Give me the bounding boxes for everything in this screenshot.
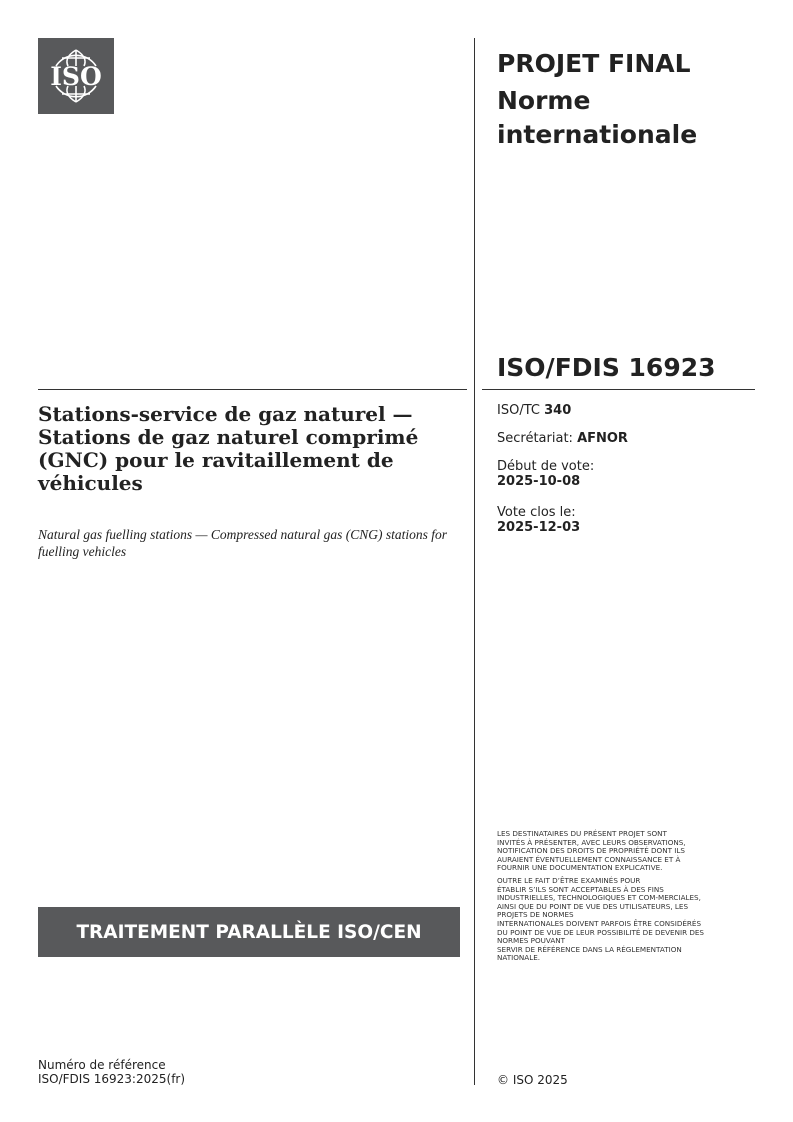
disclaimer-line: LES DESTINATAIRES DU PRÉSENT PROJET SONT	[497, 829, 667, 838]
reference-number: Numéro de référence ISO/FDIS 16923:2025(fr)	[38, 1058, 186, 1086]
designation: ISO/FDIS 16923	[497, 353, 716, 382]
vertical-divider	[474, 38, 475, 1085]
disclaimer-line: DU POINT DE VUE DE LEUR POSSIBILITÉ DE DEVENIR DES	[497, 927, 704, 937]
disclaimer-line: INVITÉS À PRÉSENTER, AVEC LEURS OBSERVATIONS,	[497, 837, 686, 847]
disclaimer-line: OUTRE LE FAIT D’ÊTRE EXAMINÉS POUR	[497, 875, 641, 885]
horizontal-divider-right	[482, 389, 755, 390]
disclaimer-line: INTERNATIONALES DOIVENT PARFOIS ÊTRE CONSIDÉRÉS	[497, 918, 702, 928]
globe-icon	[38, 38, 114, 114]
secretariat: Secrétariat: AFNOR	[497, 431, 628, 446]
disclaimer-line: FOURNIR UNE DOCUMENTATION EXPLICATIVE.	[497, 863, 663, 873]
horizontal-divider-left	[38, 389, 467, 390]
vote-end: Vote clos le: 2025-12-03	[497, 505, 581, 535]
document-type-line1: Norme	[497, 86, 591, 115]
disclaimer-line: SERVIR DE RÉFÉRENCE DANS LA RÉGLEMENTATION	[497, 944, 682, 954]
iso-logo	[38, 38, 114, 114]
document-type-line2: internationale	[497, 120, 698, 149]
title-french: Stations-service de gaz naturel — Stations de gaz naturel comprimé (GNC) pour le ravitaillement de véhicules	[38, 402, 419, 495]
disclaimer-line: PROJETS DE NORMES	[497, 910, 574, 920]
disclaimer-paragraph-2	[497, 877, 759, 963]
disclaimer-line: AINSI QUE DU POINT DE VUE DES UTILISATEURS, LES	[497, 901, 689, 911]
stage-label: PROJET FINAL	[497, 49, 691, 78]
disclaimer-line: AURAIENT ÉVENTUELLEMENT CONNAISSANCE ET À	[497, 854, 681, 864]
disclaimer-line: NOTIFICATION DES DROITS DE PROPRIÉTÉ DONT ILS	[497, 846, 685, 856]
title-english: Natural gas fuelling stations — Compressed natural gas (CNG) stations for fuelling vehicles	[38, 527, 448, 559]
logo-text: ISO	[50, 62, 102, 91]
disclaimer-line: NATIONALE.	[497, 953, 541, 963]
disclaimer-line: NORMES POUVANT	[497, 936, 566, 946]
vote-start: Début de vote: 2025-10-08	[497, 459, 595, 489]
disclaimer-line: INDUSTRIELLES, TECHNOLOGIQUES ET COM-MERCIALES,	[497, 893, 701, 903]
technical-committee: ISO/TC 340	[497, 403, 572, 418]
disclaimer	[497, 830, 759, 967]
copyright: © ISO 2025	[497, 1073, 568, 1087]
disclaimer-line: ÉTABLIR S’ILS SONT ACCEPTABLES À DES FINS	[497, 884, 664, 894]
parallel-processing-banner: TRAITEMENT PARALLÈLE ISO/CEN	[38, 907, 460, 957]
disclaimer-paragraph-1	[497, 830, 759, 873]
